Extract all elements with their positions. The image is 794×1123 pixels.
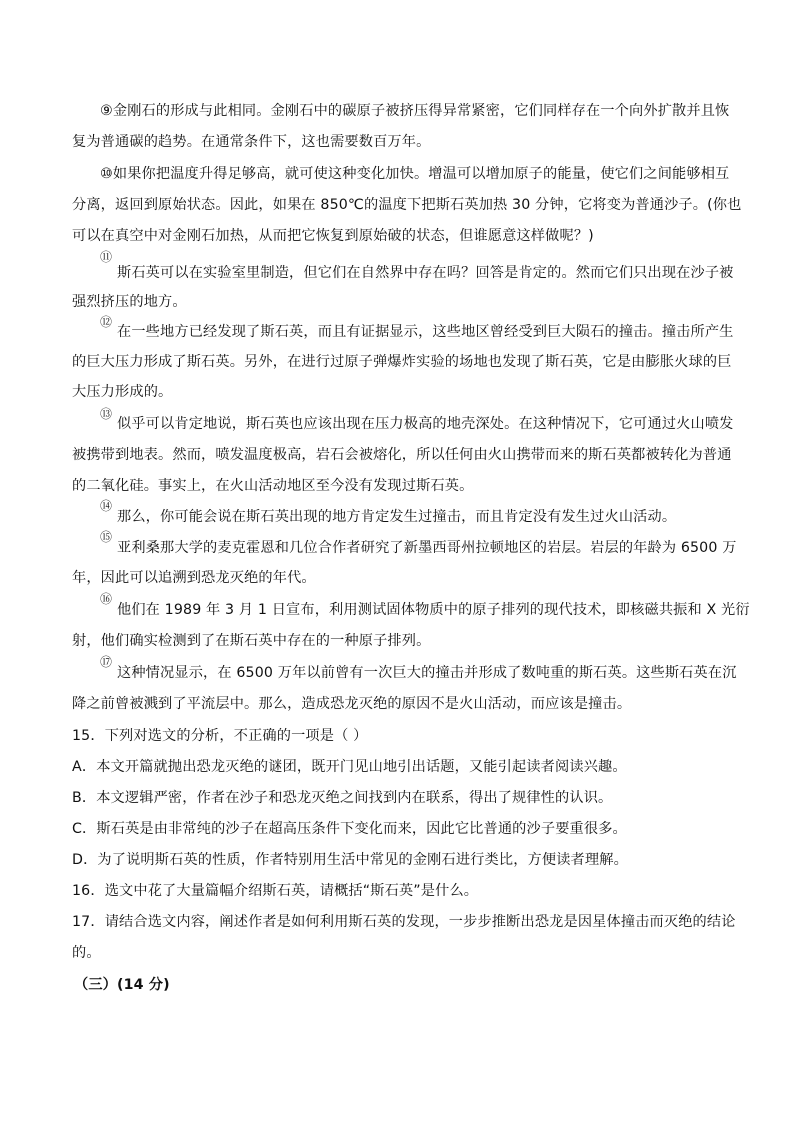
paragraph-16-marker: ⑯ [100, 592, 113, 606]
paragraph-11-line-1: 斯石英可以在实验室里制造，但它们在自然界中存在吗？回答是肯定的。然而它们只出现在沙子被 [117, 265, 734, 281]
paragraph-12-line-1: 在一些地方已经发现了斯石英，而且有证据显示，这些地区曾经受到巨大陨石的撞击。撞击所产生 [117, 324, 734, 340]
paragraph-14-marker: ⑭ [100, 499, 113, 513]
paragraph-13-line-2: 被携带到地表。然而，喷发温度极高，岩石会被熔化，所以任何由火山携带而来的斯石英都被转化为普通 [72, 447, 732, 463]
paragraph-14-line-1: 那么，你可能会说在斯石英出现的地方肯定发生过撞击，而且肯定没有发生过火山活动。 [117, 509, 677, 525]
paragraph-15-line-2: 年，因此可以追溯到恐龙灭绝的年代。 [72, 570, 316, 586]
section-heading: （三）(14 分) [74, 977, 170, 993]
paragraph-10-line-1: ⑩如果你把温度升得足够高，就可使这种变化加快。增温可以增加原子的能量，使它们之间能够相互 [100, 166, 730, 182]
paragraph-12-line-3: 大压力形成的。 [72, 384, 173, 400]
paragraph-13-line-3: 的二氧化硅。事实上，在火山活动地区至今没有发现过斯石英。 [72, 478, 474, 494]
paragraph-11-marker: ⑪ [100, 250, 113, 264]
paragraph-10-line-3: 可以在真空中对金刚石加热，从而把它恢复到原始破的状态，但谁愿意这样做呢？) [72, 228, 594, 244]
question-15-stem: 15．下列对选文的分析，不正确的一项是（ ） [72, 728, 368, 744]
paragraph-16-line-1: 他们在 1989 年 3 月 1 日宣布，利用测试固体物质中的原子排列的现代技术，即核磁共振和 X 光衍 [117, 602, 750, 618]
question-16-stem: 16．选文中花了大量篇幅介绍斯石英，请概括“斯石英”是什么。 [72, 883, 479, 899]
paragraph-17-line-2: 降之前曾被溅到了平流层中。那么，造成恐龙灭绝的原因不是火山活动，而应该是撞击。 [72, 696, 632, 712]
paragraph-10-line-2: 分离，返回到原始状态。因此，如果在 850℃的温度下把斯石英加热 30 分钟，它将变为普通沙子。(你也 [72, 197, 742, 213]
paragraph-11-line-2: 强烈挤压的地方。 [72, 294, 187, 310]
question-17-line-2: 的。 [72, 945, 101, 961]
paragraph-16-line-2: 射，他们确实检测到了在斯石英中存在的一种原子排列。 [72, 633, 431, 649]
paragraph-13-line-1: 似乎可以肯定地说，斯石英也应该出现在压力极高的地壳深处。在这种情况下，它可通过火山喷发 [117, 416, 734, 432]
paragraph-9-line-1: ⑨金刚石的形成与此相同。金刚石中的碳原子被挤压得异常紧密，它们同样存在一个向外扩散并且恢 [100, 103, 730, 119]
paragraph-9-line-2: 复为普通碳的趋势。在通常条件下，这也需要数百万年。 [72, 134, 431, 150]
question-15-option-c: C．斯石英是由非常纯的沙子在超高压条件下变化而来，因此它比普通的沙子要重很多。 [72, 821, 627, 837]
paragraph-13-marker: ⑬ [100, 407, 113, 421]
question-15-option-b: B．本文逻辑严密，作者在沙子和恐龙灭绝之间找到内在联系，得出了规律性的认识。 [72, 790, 613, 806]
paragraph-12-marker: ⑫ [100, 315, 113, 329]
paragraph-12-line-2: 的巨大压力形成了斯石英。另外，在进行过原子弹爆炸实验的场地也发现了斯石英，它是由膨胀火球的巨 [72, 354, 732, 370]
paragraph-17-marker: ⑰ [100, 655, 113, 669]
question-15-option-a: A．本文开篇就抛出恐龙灭绝的谜团，既开门见山地引出话题，又能引起读者阅读兴趣。 [72, 759, 627, 775]
question-17-line-1: 17．请结合选文内容，阐述作者是如何利用斯石英的发现，一步步推断出恐龙是因星体撞击而灭绝的结论 [72, 914, 736, 930]
question-15-option-d: D．为了说明斯石英的性质，作者特别用生活中常见的金刚石进行类比，方便读者理解。 [72, 852, 628, 868]
paragraph-17-line-1: 这种情况显示，在 6500 万年以前曾有一次巨大的撞击并形成了数吨重的斯石英。这些斯石英在沉 [117, 665, 737, 681]
paragraph-15-marker: ⑮ [100, 530, 113, 544]
paragraph-15-line-1: 亚利桑那大学的麦克霍恩和几位合作者研究了新墨西哥州拉顿地区的岩层。岩层的年龄为 6500 万 [117, 540, 737, 556]
